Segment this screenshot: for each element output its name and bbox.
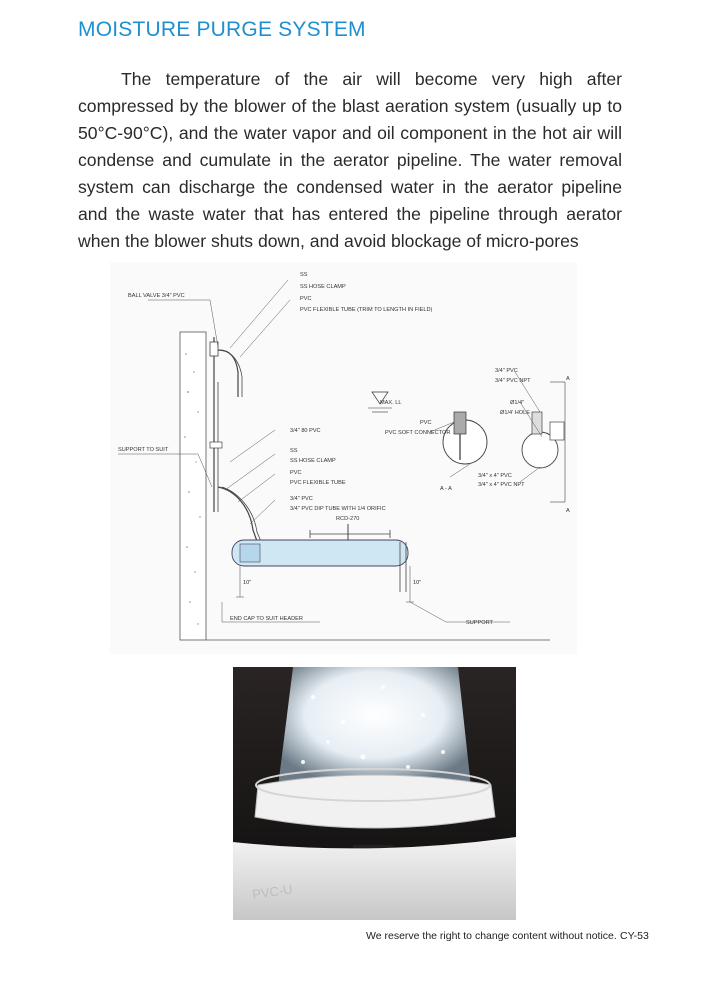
page-title: MOISTURE PURGE SYSTEM	[78, 18, 366, 41]
label-section-aa: A - A	[440, 486, 452, 492]
pvc-pipe	[233, 837, 516, 920]
label-ss-hose-clamp2: SS HOSE CLAMP	[290, 458, 336, 464]
aerator-photo	[233, 667, 516, 920]
label-tee2: 3/4" x 4" PVC NPT	[478, 482, 525, 488]
label-hole2: Ø1/4' HOLE	[500, 410, 530, 416]
wall	[180, 332, 206, 640]
label-pvc3: PVC	[290, 470, 302, 476]
label-pvc-34b: 3/4" PVC	[495, 368, 518, 374]
label-pvc-npt: 3/4" PVC NPT	[495, 378, 531, 384]
label-a-top: A	[566, 376, 570, 382]
label-dim1: 10"	[243, 580, 252, 586]
label-ball-valve: BALL VALVE 3/4" PVC	[128, 293, 185, 299]
label-ss1: SS	[300, 272, 308, 278]
pipe-text: PVC-U	[251, 881, 294, 902]
description-paragraph: The temperature of the air will become very high after compressed by the blower of the blast aeration system (usually up to 50°C-90°C), and the water vapor and oil component in the hot air will condense and cumulate in the aerator pipeline. The water removal system can discharge the condensed water in the aerator pipeline and the waste water that has entered the pipeline through aerator when the blower shuts down, and avoid blockage of micro-pores	[78, 69, 622, 251]
label-support-to-suit: SUPPORT TO SUIT	[118, 447, 169, 453]
label-pvc2: PVC	[420, 420, 432, 426]
label-pipe-34-80: 3/4" 80 PVC	[290, 428, 321, 434]
page-number: CY-53	[620, 930, 649, 942]
label-pvc-flex-tube1: PVC FLEXIBLE TUBE (TRIM TO LENGTH IN FIELD)	[300, 307, 433, 313]
label-ss-hose-clamp1: SS HOSE CLAMP	[300, 284, 346, 290]
label-dim2: 10"	[413, 580, 422, 586]
label-max-ll: MAX. LL	[380, 400, 402, 406]
label-rcd: RCD-270	[336, 516, 360, 522]
label-support: SUPPORT	[466, 620, 493, 626]
label-end-cap: END CAP TO SUIT HEADER	[230, 616, 303, 622]
moisture-purge-diagram	[110, 262, 577, 654]
label-hole1: Ø1/4"	[510, 400, 525, 406]
label-pvc-flex-tube2: PVC FLEXIBLE TUBE	[290, 480, 346, 486]
label-dip-tube: 3/4" PVC DIP TUBE WITH 1/4 ORIFIC	[290, 506, 386, 512]
label-tee1: 3/4" x 4" PVC	[478, 473, 512, 479]
label-pvc1: PVC	[300, 296, 312, 302]
label-ss2: SS	[290, 448, 298, 454]
label-a-bottom: A	[566, 508, 570, 514]
footer-notice: We reserve the right to change content without notice.	[366, 930, 617, 942]
label-pvc-soft-connector: PVC SOFT CONNECTOR	[385, 430, 451, 436]
label-pvc-34a: 3/4" PVC	[290, 496, 313, 502]
